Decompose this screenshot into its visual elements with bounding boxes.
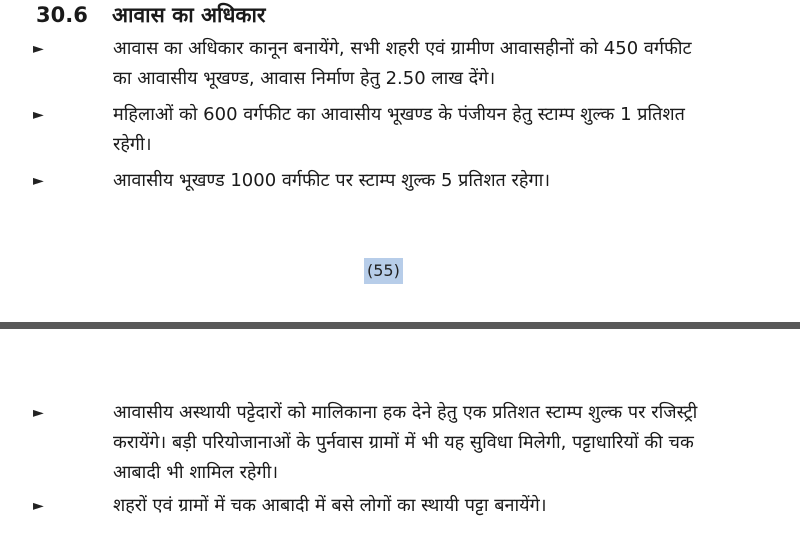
section-title: आवास का अधिकार [112, 3, 266, 27]
list-item-line: आवासीय भूखण्ड 1000 वर्गफीट पर स्टाम्प शुल्क 5 प्रतिशत रहेगा। [113, 170, 551, 191]
page-number: (55) [364, 258, 403, 284]
page-divider [0, 322, 800, 329]
list-item-line: आबादी भी शामिल रहेगी। [113, 462, 279, 483]
list-item-line: का आवासीय भूखण्ड, आवास निर्माण हेतु 2.50 लाख देंगे। [113, 68, 496, 89]
list-item-line: आवास का अधिकार कानून बनायेंगे, सभी शहरी एवं ग्रामीण आवासहीनों को 450 वर्गफीट [113, 38, 692, 59]
section-heading [36, 0, 266, 30]
list-item-text [113, 166, 785, 196]
list-item-line: करायेंगे। बड़ी परियोजानाओं के पुर्नवास ग्रामों में भी यह सुविधा मिलेगी, पट्टाधारियों की चक [113, 432, 694, 453]
bullet-arrow-icon: ► [33, 41, 44, 57]
bullet-arrow-icon: ► [33, 405, 44, 421]
bullet-arrow-icon: ► [33, 173, 44, 189]
bullet-arrow-icon: ► [33, 498, 44, 514]
list-item-line: आवासीय अस्थायी पट्टेदारों को मालिकाना हक देने हेतु एक प्रतिशत स्टाम्प शुल्क पर रजिस्ट्री [113, 402, 698, 423]
bullet-arrow-icon: ► [33, 107, 44, 123]
list-item-line: शहरों एवं ग्रामों में चक आबादी में बसे लोगों का स्थायी पट्टा बनायेंगे। [113, 495, 547, 516]
list-item-text [113, 100, 785, 160]
section-number: 30.6 [36, 3, 88, 27]
list-item-line: रहेगी। [113, 134, 152, 155]
list-item-line: महिलाओं को 600 वर्गफीट का आवासीय भूखण्ड के पंजीयन हेतु स्टाम्प शुल्क 1 प्रतिशत [113, 104, 685, 125]
list-item-text [113, 398, 785, 488]
list-item-text [113, 34, 785, 94]
list-item-text [113, 491, 785, 521]
